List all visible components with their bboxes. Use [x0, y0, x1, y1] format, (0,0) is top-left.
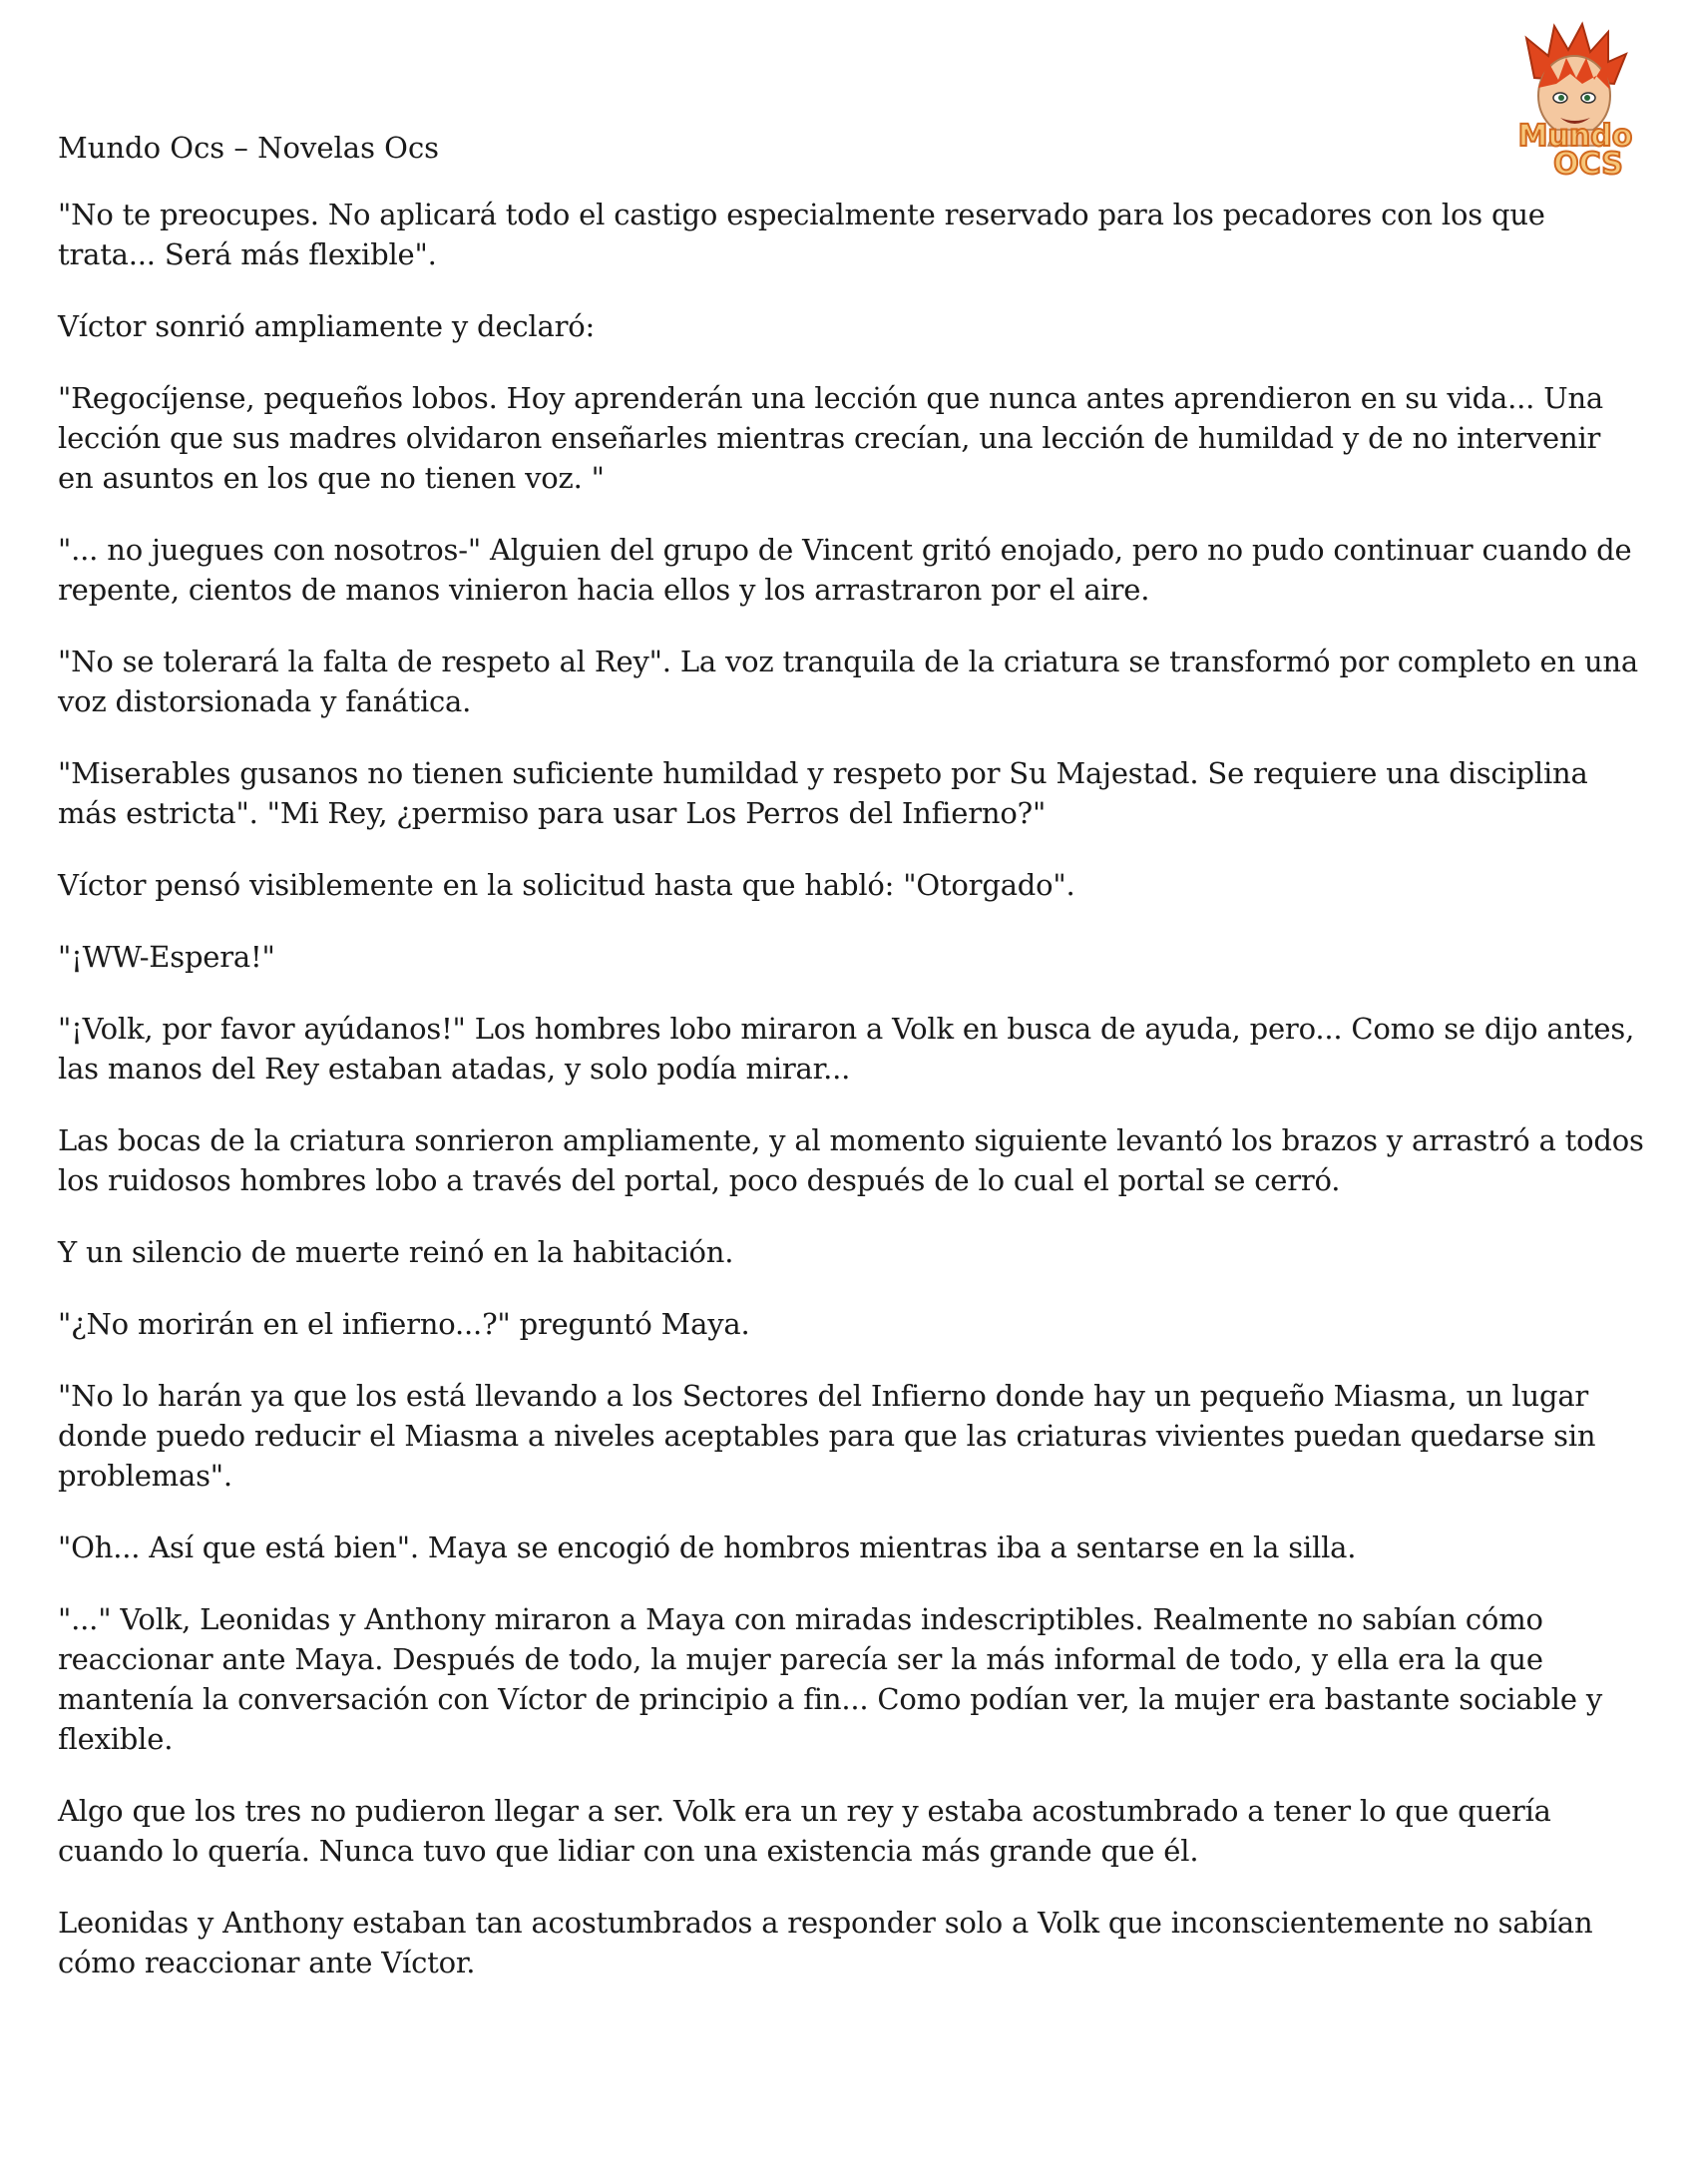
svg-text:Mundo: Mundo [1517, 119, 1633, 154]
paragraph: Víctor pensó visiblemente en la solicitud hasta que habló: "Otorgado". [58, 868, 1075, 902]
document-header: Mundo Ocs – Novelas Ocs [58, 131, 440, 165]
paragraph: "No te preocupes. No aplicará todo el castigo especialmente reservado para los pecadores con los que trata... Será más flexible". [58, 198, 1545, 271]
paragraph: "No lo harán ya que los está llevando a los Sectores del Infierno donde hay un pequeño Miasma, un lugar donde puedo reducir el Miasma a niveles aceptables para que las criaturas vivientes puedan quedarse sin problemas". [58, 1379, 1596, 1493]
paragraph: "¿No morirán en el infierno...?" preguntó Maya. [58, 1307, 750, 1341]
paragraph: Leonidas y Anthony estaban tan acostumbrados a responder solo a Volk que inconscientemente no sabían cómo reaccionar ante Víctor. [58, 1906, 1593, 1979]
paragraph: Víctor sonrió ampliamente y declaró: [58, 309, 596, 343]
paragraph: "... no juegues con nosotros-" Alguien del grupo de Vincent gritó enojado, pero no pudo continuar cuando de repente, cientos de manos vinieron hacia ellos y los arrastraron por el aire. [58, 533, 1632, 607]
paragraph: "No se tolerará la falta de respeto al Rey". La voz tranquila de la criatura se transformó por completo en una voz distorsionada y fanática. [58, 645, 1639, 718]
paragraph: "¡Volk, por favor ayúdanos!" Los hombres lobo miraron a Volk en busca de ayuda, pero... Como se dijo antes, las manos del Rey estaban atadas, y solo podía mirar... [58, 1012, 1635, 1086]
paragraph: "Miserables gusanos no tienen suficiente humildad y respeto por Su Majestad. Se requiere una disciplina más estricta". "Mi Rey, ¿permiso para usar Los Perros del Infierno?" [58, 756, 1588, 830]
paragraph: Y un silencio de muerte reinó en la habitación. [58, 1235, 734, 1269]
paragraph: "Oh... Así que está bien". Maya se encogió de hombros mientras iba a sentarse en la silla. [58, 1530, 1357, 1564]
document-page [58, 128, 1644, 2014]
paragraph: Algo que los tres no pudieron llegar a ser. Volk era un rey y estaba acostumbrado a tener lo que quería cuando lo quería. Nunca tuvo que lidiar con una existencia más grande que él. [58, 1794, 1551, 1868]
paragraph: "Regocíjense, pequeños lobos. Hoy aprenderán una lección que nunca antes aprendieron en su vida... Una lección que sus madres olvidaron enseñarles mientras crecían, una lección de humildad y de no intervenir en asuntos en los que no tienen voz. " [58, 381, 1604, 495]
paragraph: "¡WW-Espera!" [58, 940, 275, 974]
svg-text:OCS: OCS [1553, 147, 1623, 178]
paragraph: "..." Volk, Leonidas y Anthony miraron a Maya con miradas indescriptibles. Realmente no sabían cómo reaccionar ante Maya. Después de todo, la mujer parecía ser la más informal de todo, y ella era la que mantenía la conversación con Víctor de principio a fin... Como podían ver, la mujer era bastante sociable y flexible. [58, 1602, 1603, 1756]
paragraph: Las bocas de la criatura sonrieron ampliamente, y al momento siguiente levantó los brazos y arrastró a todos los ruidosos hombres lobo a través del portal, poco después de lo cual el portal se cerró. [58, 1123, 1644, 1197]
